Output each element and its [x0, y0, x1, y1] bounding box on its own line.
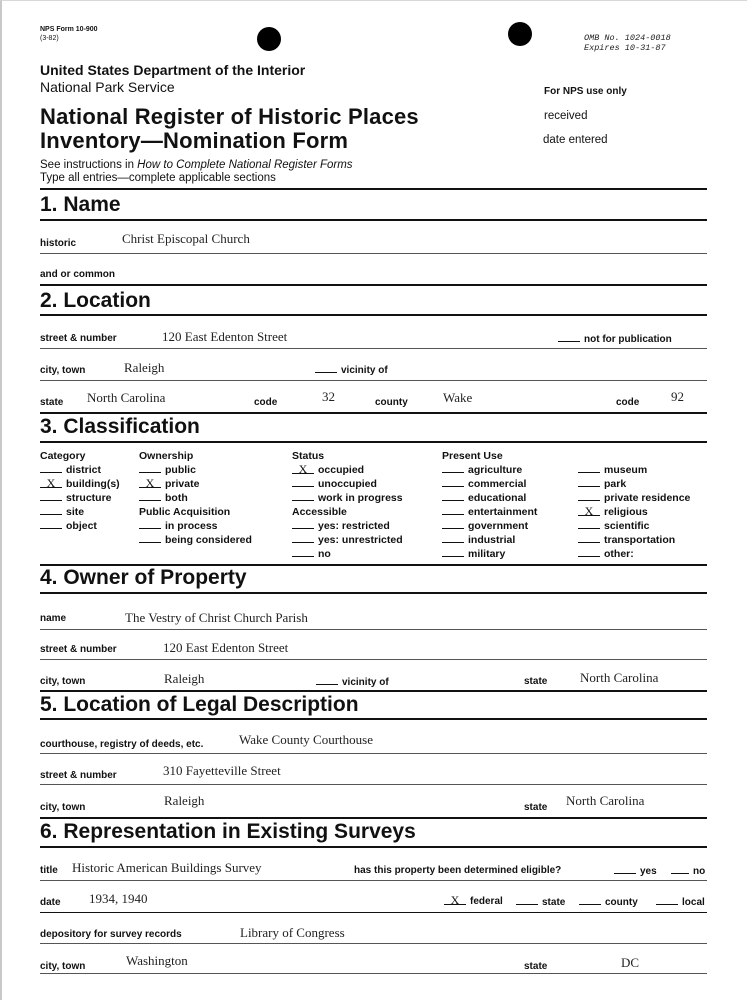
not-for-publication-option[interactable] — [558, 333, 672, 345]
checkbox[interactable] — [578, 478, 600, 487]
present-use-group-2 — [578, 463, 690, 561]
divider — [40, 441, 707, 443]
option-label: military — [468, 548, 506, 560]
survey-date-label: date — [40, 897, 61, 908]
field-underline — [40, 912, 707, 913]
level-federal-option[interactable] — [444, 893, 503, 907]
option-label: scientific — [604, 520, 650, 532]
option-label: yes: unrestricted — [318, 534, 403, 546]
category-option-district[interactable] — [40, 463, 120, 477]
checkbox[interactable] — [578, 548, 600, 557]
option-label: object — [66, 520, 97, 532]
option-label: private — [165, 478, 200, 490]
public-acquisition-header: Public Acquisition — [139, 506, 231, 518]
form-title-line2: Inventory—Nomination Form — [40, 128, 349, 153]
option-label: occupied — [318, 464, 365, 476]
present-use-group — [442, 449, 537, 561]
checkbox[interactable] — [578, 464, 600, 473]
use-option-educational[interactable] — [442, 491, 537, 505]
state-label: state — [40, 397, 64, 408]
yes-label: yes — [640, 866, 657, 877]
ownership-group — [139, 449, 252, 547]
depository-state-label: state — [524, 961, 548, 972]
checkbox[interactable] — [292, 478, 314, 487]
checkbox[interactable] — [139, 464, 161, 473]
status-group — [292, 449, 403, 561]
option-label: entertainment — [468, 506, 538, 518]
form-title-line1: National Register of Historic Places — [40, 104, 419, 129]
legal-state-field[interactable]: North Carolina — [566, 793, 645, 808]
checkbox[interactable] — [442, 478, 464, 487]
instructions-line1 — [40, 159, 353, 172]
checkbox[interactable] — [442, 464, 464, 473]
courthouse-label: courthouse, registry of deeds, etc. — [40, 739, 204, 750]
checkbox[interactable] — [40, 506, 62, 515]
option-label: museum — [604, 464, 648, 476]
state-code-field[interactable]: 32 — [322, 389, 335, 404]
use-option-agriculture[interactable] — [442, 463, 537, 477]
state-checkbox[interactable] — [516, 896, 538, 905]
option-label: industrial — [468, 534, 516, 546]
eligibility-question: has this property been determined eligible? — [354, 865, 562, 876]
field-underline — [40, 659, 707, 660]
present-use-header: Present Use — [442, 450, 503, 462]
option-label: transportation — [604, 534, 676, 546]
use-option-entertainment[interactable] — [442, 505, 537, 519]
option-label: building(s) — [66, 478, 120, 490]
acquisition-option-in-process[interactable] — [139, 519, 252, 533]
checkbox[interactable]: X — [292, 465, 314, 474]
federal-checkbox[interactable]: X — [444, 896, 466, 905]
county-code-label: code — [616, 397, 640, 408]
depository-city-field[interactable]: Washington — [126, 953, 188, 968]
use-option-religious[interactable] — [578, 505, 690, 519]
depository-label: depository for survey records — [40, 929, 182, 940]
section-1-heading: 1. Name — [40, 193, 121, 216]
option-label: agriculture — [468, 464, 523, 476]
status-option-occupied[interactable] — [292, 463, 403, 477]
nps-use-only-label: For NPS use only — [544, 86, 627, 97]
instructions-prefix: See instructions in — [40, 159, 138, 171]
instructions-line2: Type all entries—complete applicable sections — [40, 172, 276, 184]
legal-city-field[interactable]: Raleigh — [164, 793, 205, 808]
owner-street-field[interactable]: 120 East Edenton Street — [163, 640, 289, 655]
ownership-option-private[interactable] — [139, 477, 252, 491]
option-label: both — [165, 492, 188, 504]
option-label: other: — [604, 548, 634, 560]
owner-state-field[interactable]: North Carolina — [580, 670, 659, 685]
instructions-manual-title: How to Complete National Register Forms — [137, 159, 353, 171]
expiration-date: Expires 10-31-87 — [584, 43, 666, 53]
accessible-option-unrestricted[interactable] — [292, 533, 403, 547]
yes-checkbox[interactable] — [614, 865, 636, 874]
checkbox[interactable] — [139, 492, 161, 501]
street-number-label: street & number — [40, 333, 117, 344]
vicinity-label: vicinity of — [341, 365, 388, 376]
survey-title-label: title — [40, 865, 58, 876]
state-field[interactable]: North Carolina — [87, 390, 166, 405]
owner-name-label: name — [40, 613, 67, 624]
owner-name-field[interactable]: The Vestry of Christ Church Parish — [125, 610, 308, 625]
vicinity-checkbox[interactable] — [315, 364, 337, 373]
divider — [40, 592, 707, 594]
accessible-header: Accessible — [292, 506, 347, 518]
level-county-option[interactable] — [579, 896, 638, 908]
divider — [40, 690, 707, 692]
owner-vicinity-option[interactable] — [316, 676, 389, 688]
form-number: NPS Form 10-900 — [40, 26, 98, 33]
checkbox[interactable]: X — [578, 507, 600, 516]
divider — [40, 219, 707, 221]
use-option-military[interactable] — [442, 547, 537, 561]
eligible-no-option[interactable] — [671, 865, 705, 877]
option-label: yes: restricted — [318, 520, 390, 532]
field-underline — [40, 629, 707, 630]
punch-hole-left — [257, 27, 281, 51]
service-name: National Park Service — [40, 79, 175, 95]
punch-hole-right — [508, 22, 532, 46]
option-label: being considered — [165, 534, 252, 546]
option-label: no — [318, 548, 331, 560]
state-code-label: code — [254, 397, 278, 408]
status-option-unoccupied[interactable] — [292, 477, 403, 491]
divider — [40, 817, 707, 819]
status-option-work-in-progress[interactable] — [292, 491, 403, 505]
legal-street-label: street & number — [40, 770, 117, 781]
state-level-label: state — [542, 897, 566, 908]
checkbox[interactable] — [40, 492, 62, 501]
eligible-yes-option[interactable] — [614, 865, 657, 877]
checkbox[interactable] — [292, 548, 314, 557]
checkbox[interactable]: X — [139, 479, 161, 488]
option-label: public — [165, 464, 196, 476]
option-label: unoccupied — [318, 478, 377, 490]
divider — [40, 188, 707, 190]
field-underline — [40, 253, 707, 254]
option-label: district — [66, 464, 102, 476]
category-option-structure[interactable] — [40, 491, 120, 505]
checkbox[interactable] — [40, 464, 62, 473]
vicinity-checkbox[interactable] — [316, 676, 338, 685]
legal-city-label: city, town — [40, 802, 86, 813]
checkbox[interactable] — [442, 492, 464, 501]
field-underline — [40, 753, 707, 754]
ownership-header: Ownership — [139, 450, 194, 462]
depository-state-field[interactable]: DC — [621, 955, 640, 970]
section-4-heading: 4. Owner of Property — [40, 566, 247, 589]
county-checkbox[interactable] — [579, 896, 601, 905]
use-option-other[interactable] — [578, 547, 690, 561]
use-option-scientific[interactable] — [578, 519, 690, 533]
level-state-option[interactable] — [516, 896, 565, 908]
county-label: county — [375, 397, 408, 408]
vicinity-label: vicinity of — [342, 677, 389, 688]
omb-number: OMB No. 1024-0018 — [584, 33, 671, 43]
local-label: local — [682, 897, 705, 908]
use-option-industrial[interactable] — [442, 533, 537, 547]
county-code-field[interactable]: 92 — [671, 389, 684, 404]
field-underline — [40, 784, 707, 785]
status-header: Status — [292, 450, 325, 462]
section-2-heading: 2. Location — [40, 289, 151, 312]
checkbox[interactable] — [442, 548, 464, 557]
field-underline — [40, 943, 707, 944]
use-option-park[interactable] — [578, 477, 690, 491]
city-town-label: city, town — [40, 365, 86, 376]
checkbox[interactable] — [442, 534, 464, 543]
option-label: religious — [604, 506, 648, 518]
category-option-object[interactable] — [40, 519, 120, 533]
option-label: work in progress — [318, 492, 403, 504]
received-label: received — [544, 110, 588, 122]
acquisition-option-being-considered[interactable] — [139, 533, 252, 547]
accessible-option-restricted[interactable] — [292, 519, 403, 533]
section-3-heading: 3. Classification — [40, 415, 200, 438]
category-option-buildings[interactable] — [40, 477, 120, 491]
owner-city-field[interactable]: Raleigh — [164, 671, 205, 686]
checkbox[interactable] — [578, 520, 600, 529]
depository-city-label: city, town — [40, 961, 86, 972]
option-label: site — [66, 506, 85, 518]
use-option-transportation[interactable] — [578, 533, 690, 547]
owner-state-label: state — [524, 676, 548, 687]
checkbox[interactable]: X — [40, 479, 62, 488]
legal-state-label: state — [524, 802, 548, 813]
use-option-private-residence[interactable] — [578, 491, 690, 505]
no-label: no — [693, 866, 706, 877]
no-checkbox[interactable] — [671, 865, 689, 874]
city-town-field[interactable]: Raleigh — [124, 360, 165, 375]
divider — [40, 846, 707, 848]
survey-title-field[interactable]: Historic American Buildings Survey — [72, 860, 262, 875]
checkbox[interactable] — [139, 520, 161, 529]
checkbox[interactable] — [442, 520, 464, 529]
option-label: government — [468, 520, 529, 532]
courthouse-field[interactable]: Wake County Courthouse — [239, 732, 373, 747]
field-underline — [40, 380, 707, 381]
historic-name-label: historic — [40, 238, 77, 249]
category-group — [40, 449, 120, 533]
date-entered-label: date entered — [543, 134, 608, 146]
field-underline — [40, 880, 707, 881]
checkbox[interactable] — [578, 534, 600, 543]
option-label: structure — [66, 492, 112, 504]
common-name-label: and or common — [40, 269, 116, 280]
county-field[interactable]: Wake — [443, 390, 473, 405]
legal-street-field[interactable]: 310 Fayetteville Street — [163, 763, 281, 778]
checkbox[interactable] — [139, 534, 161, 543]
section-6-heading: 6. Representation in Existing Surveys — [40, 820, 416, 843]
local-checkbox[interactable] — [656, 896, 678, 905]
option-label: park — [604, 478, 627, 490]
section-5-heading: 5. Location of Legal Description — [40, 693, 359, 716]
checkbox[interactable] — [442, 506, 464, 515]
vicinity-option[interactable] — [315, 364, 388, 376]
checkbox[interactable] — [578, 492, 600, 501]
survey-date-field[interactable]: 1934, 1940 — [89, 891, 148, 906]
owner-city-label: city, town — [40, 676, 86, 687]
checkbox[interactable] — [292, 534, 314, 543]
ownership-option-both[interactable] — [139, 491, 252, 505]
accessible-option-no[interactable] — [292, 547, 403, 561]
county-label: county — [605, 897, 638, 908]
divider — [40, 718, 707, 720]
divider — [40, 284, 707, 286]
use-option-government[interactable] — [442, 519, 537, 533]
checkbox[interactable] — [292, 520, 314, 529]
option-label: educational — [468, 492, 527, 504]
form-revision: (3-82) — [40, 35, 59, 42]
federal-label: federal — [470, 896, 503, 907]
option-label: commercial — [468, 478, 527, 490]
not-for-publication-label: not for publication — [584, 334, 672, 345]
depository-field[interactable]: Library of Congress — [240, 925, 345, 940]
field-underline — [40, 348, 707, 349]
use-option-museum[interactable] — [578, 463, 690, 477]
category-header: Category — [40, 450, 86, 462]
divider — [40, 314, 707, 316]
street-number-field[interactable]: 120 East Edenton Street — [162, 329, 288, 344]
option-label: private residence — [604, 492, 691, 504]
divider — [40, 412, 707, 414]
level-local-option[interactable] — [656, 896, 705, 908]
field-underline — [40, 973, 707, 974]
category-option-site[interactable] — [40, 505, 120, 519]
ownership-option-public[interactable] — [139, 463, 252, 477]
option-label: in process — [165, 520, 218, 532]
owner-street-label: street & number — [40, 644, 117, 655]
not-for-publication-checkbox[interactable] — [558, 333, 580, 342]
checkbox[interactable] — [292, 492, 314, 501]
historic-name-field[interactable]: Christ Episcopal Church — [122, 231, 250, 246]
department-name: United States Department of the Interior — [40, 62, 306, 78]
use-option-commercial[interactable] — [442, 477, 537, 491]
checkbox[interactable] — [40, 520, 62, 529]
